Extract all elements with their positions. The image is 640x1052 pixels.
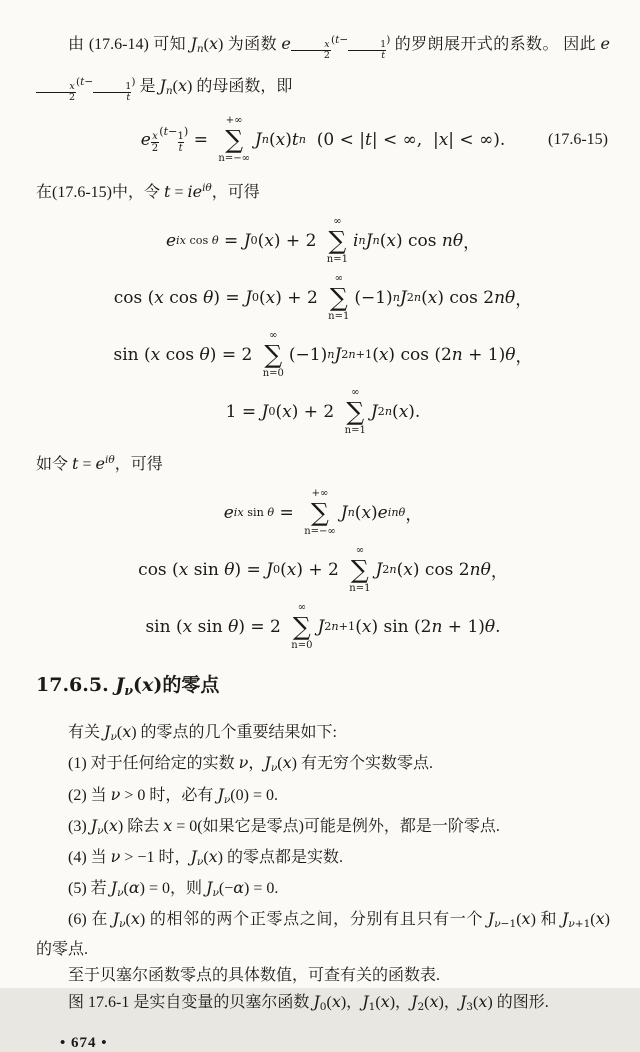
list-item: (6) 在 Jν(x) 的相邻的两个正零点之间，分别有且只有一个 Jν−1(x) 和 Jν+1(x) 的零点. <box>36 909 610 959</box>
equation-body: e $\frac{x}{2}$ (t− $\frac{1}{t}$ ) = +∞ ∑ n=−∞ J n ( x ) t n (0 < | t | < ∞, | x | < ∞). <box>140 114 506 165</box>
summation-symbol: +∞ ∑ n=−∞ <box>304 487 336 537</box>
display-equation <box>36 115 610 165</box>
display-equation <box>36 330 610 380</box>
paragraph: 在(17.6-15)中，令 $t = ie^{i\theta}$，可得 <box>36 181 260 201</box>
paragraph: 至于贝塞尔函数零点的具体数值，可查有关的函数表. <box>68 967 441 985</box>
summation-symbol: ∞ ∑ n=1 <box>326 215 348 266</box>
equation-body: cos ( x cos θ ) = J 0 ( x ) + 2 ∞ ∑ n=1 (−1) n J 2n ( x ) cos 2 nθ ， <box>113 272 533 323</box>
list-item: (2) 当 ν > 0 时，必有 Jν(0) = 0. <box>68 784 278 806</box>
list-item: (4) 当 ν > −1 时，Jν(x) 的零点都是实数. <box>68 846 344 869</box>
equation-number: (17.6-15) <box>548 130 608 148</box>
equation-body: e ix sin θ = +∞ ∑ n=−∞ J n ( x ) e inθ ， <box>223 487 423 537</box>
display-equation <box>36 545 610 595</box>
list-item: (3) Jν(x) 除去 x = 0(如果它是零点)可能是例外，都是一阶零点. <box>68 815 500 837</box>
summation-symbol: ∞ ∑ n=1 <box>349 544 371 594</box>
equation-body: sin ( x cos θ ) = 2 ∞ ∑ n=0 (−1) n J 2n+1 ( x ) cos (2 n + 1) θ ， <box>113 329 533 380</box>
display-equation <box>36 273 610 323</box>
display-equation <box>36 488 610 538</box>
equation-body: sin ( x sin θ ) = 2 ∞ ∑ n=0 J 2n+1 ( x ) sin (2 n + 1) θ . <box>145 601 501 651</box>
list-item: (5) 若 Jν(α) = 0，则 Jν(−α) = 0. <box>68 878 279 900</box>
page-content <box>36 24 610 1021</box>
paragraph: 如令 $t = e^{i\theta}$，可得 <box>36 453 163 473</box>
display-equation <box>36 216 610 266</box>
summation-symbol: ∞ ∑ n=0 <box>291 601 313 651</box>
summation-symbol: ∞ ∑ n=0 <box>262 329 284 380</box>
summation-symbol: ∞ ∑ n=1 <box>328 272 350 323</box>
paragraph: 有关 Jν(x) 的零点的几个重要结果如下: <box>68 722 337 744</box>
equation-body: cos ( x sin θ ) = J 0 ( x ) + 2 ∞ ∑ n=1 J 2n ( x ) cos 2 nθ ， <box>138 544 508 594</box>
summation-symbol: +∞ ∑ n=−∞ <box>218 114 250 165</box>
paragraph: 由 (17.6-14) 可知 Jn(x) 为函数 e $^{\frac{x}{2} (t- \frac{1}{t} )}$ 的罗朗展开式的系数。 因此 e $^{\frac{x}{2} (t- \frac{1}{t} )}$ 是 Jn(x) 的母函数，即 <box>36 24 610 108</box>
paragraph: 图 17.6-1 是实自变量的贝塞尔函数 J0(x)，J1(x)，J2(x)，J3(x) 的图形. <box>68 992 549 1014</box>
equation-body: e ix cos θ = J 0 ( x ) + 2 ∞ ∑ n=1 i n J n ( x ) cos nθ ， <box>165 215 481 266</box>
section-heading: 17.6.5. Jν(x)的零点 <box>36 673 220 698</box>
display-equation <box>36 602 610 652</box>
list-item: (1) 对于任何给定的实数 ν，Jν(x) 有无穷个实数零点. <box>68 753 433 775</box>
display-equation <box>36 387 610 437</box>
summation-symbol: ∞ ∑ n=1 <box>344 386 366 437</box>
page-number: • 674 • <box>60 1034 108 1051</box>
equation-body: 1 = J 0 ( x ) + 2 ∞ ∑ n=1 J 2n ( x ). <box>225 386 421 437</box>
